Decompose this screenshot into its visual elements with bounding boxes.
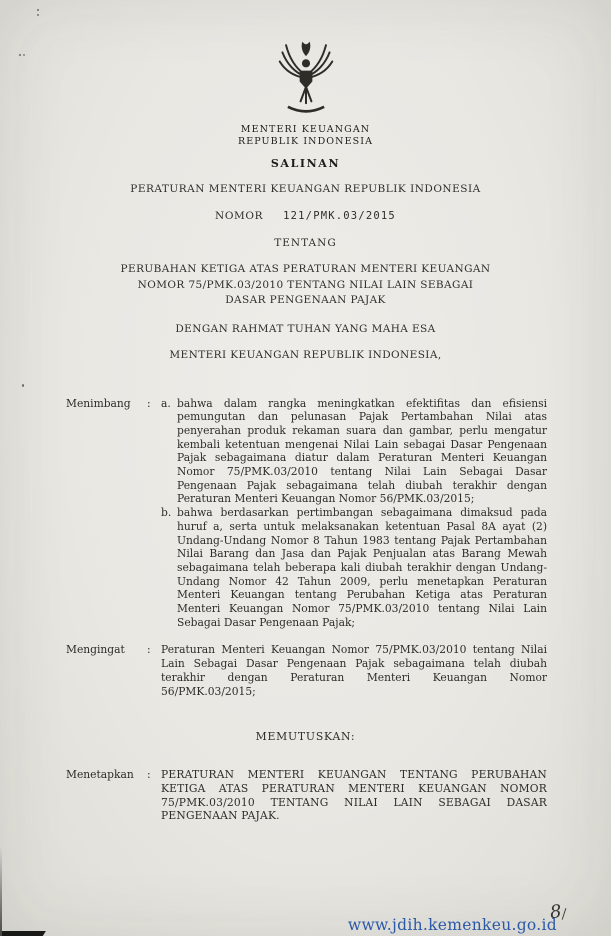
considering-item-a	[161, 397, 547, 507]
document-number-line	[0, 210, 611, 222]
ministry-name: MENTERI KEUANGAN	[240, 124, 371, 135]
scan-edge-shadow	[0, 846, 2, 936]
clause-label: Menetapkan	[66, 768, 134, 782]
about-heading: TENTANG	[274, 237, 337, 249]
legal-basis-clause	[0, 643, 611, 698]
copy-stamp: SALINAN	[270, 157, 341, 170]
ministry-country: REPUBLIK INDONESIA	[237, 136, 374, 147]
clause-text: Peraturan Menteri Keuangan Nomor 75/PMK.03/2010 tentang Nilai Lain Sebagai Dasar Pengenaan Pajak sebagaimana telah diubah terakhir dengan Peraturan Menteri Keuangan Nomor 56/PMK.03/2015;	[161, 643, 547, 698]
item-marker: b.	[161, 506, 172, 520]
subject-line: DASAR PENGENAAN PAJAK	[225, 294, 386, 306]
scan-artifact	[19, 54, 21, 56]
document-title: PERATURAN MENTERI KEUANGAN REPUBLIK INDONESIA	[130, 183, 481, 195]
item-marker: a.	[161, 396, 171, 410]
issuing-authority: MENTERI KEUANGAN REPUBLIK INDONESIA,	[169, 348, 442, 361]
scan-artifact	[37, 9, 39, 11]
scan-artifact	[22, 384, 24, 387]
invocation-line: DENGAN RAHMAT TUHAN YANG MAHA ESA	[175, 322, 436, 335]
subject-line: PERUBAHAN KETIGA ATAS PERATURAN MENTERI KEUANGAN	[120, 263, 491, 275]
handwritten-mark: 8	[549, 900, 575, 923]
subject-line: NOMOR 75/PMK.03/2010 TENTANG NILAI LAIN SEBAGAI	[137, 278, 474, 291]
handwritten-stroke	[562, 908, 573, 922]
clause-text: PERATURAN MENTERI KEUANGAN TENTANG PERUBAHAN KETIGA ATAS PERATURAN MENTERI KEUANGAN NOMOR 75/PMK.03/2010 TENTANG NILAI LAIN SEBAGAI DASAR PENGENAAN PAJAK.	[161, 768, 547, 823]
item-text: bahwa dalam rangka meningkatkan efektifitas dan efisiensi pemungutan dan pelunasan Pajak Pertambahan Nilai atas penyerahan produk rekaman suara dan gambar, perlu mengatur kembali ketentuan mengenai Nilai Lain sebagai Dasar Pengenaan Pajak sebagaimana diatur dalam Peraturan Menteri Keuangan Nomor 75/PMK.03/2010 tentang Nilai Lain Sebagai Dasar Pengenaan Pajak sebagaimana telah diubah terakhir dengan Peraturan Menteri Keuangan Nomor 56/PMK.03/2015;	[177, 396, 547, 506]
considering-item-b	[161, 506, 547, 629]
jdih-link[interactable]: www.jdih.kemenkeu.go.id	[347, 916, 557, 934]
clause-label: Mengingat	[66, 643, 125, 657]
number-label: NOMOR	[215, 210, 264, 222]
clause-colon: :	[147, 768, 151, 782]
clause-label: Menimbang	[66, 396, 131, 410]
deciding-heading: MEMUTUSKAN:	[255, 730, 356, 744]
subject-block	[0, 262, 611, 309]
clauses-section	[0, 397, 611, 824]
clause-colon: :	[147, 643, 151, 657]
number-value: 121/PMK.03/2015	[283, 210, 396, 222]
garuda-emblem-icon	[277, 34, 335, 118]
enacting-clause	[0, 768, 611, 823]
clause-colon: :	[147, 396, 151, 410]
scan-corner-shadow	[0, 931, 46, 936]
considering-clause	[0, 397, 611, 630]
item-text: bahwa berdasarkan pertimbangan sebagaimana dimaksud pada huruf a, serta untuk melaksanakan ketentuan Pasal 8A ayat (2) Undang-Undang Nomor 8 Tahun 1983 tentang Pajak Pertambahan Nilai Barang dan Jasa dan Pajak Penjualan atas Barang Mewah sebagaimana telah beberapa kali diubah terakhir dengan Undang-Undang Nomor 42 Tahun 2009, perlu menetapkan Peraturan Menteri Keuangan tentang Perubahan Ketiga atas Peraturan Menteri Keuangan Nomor 75/PMK.03/2010 tentang Nilai Lain Sebagai Dasar Pengenaan Pajak;	[177, 506, 547, 629]
